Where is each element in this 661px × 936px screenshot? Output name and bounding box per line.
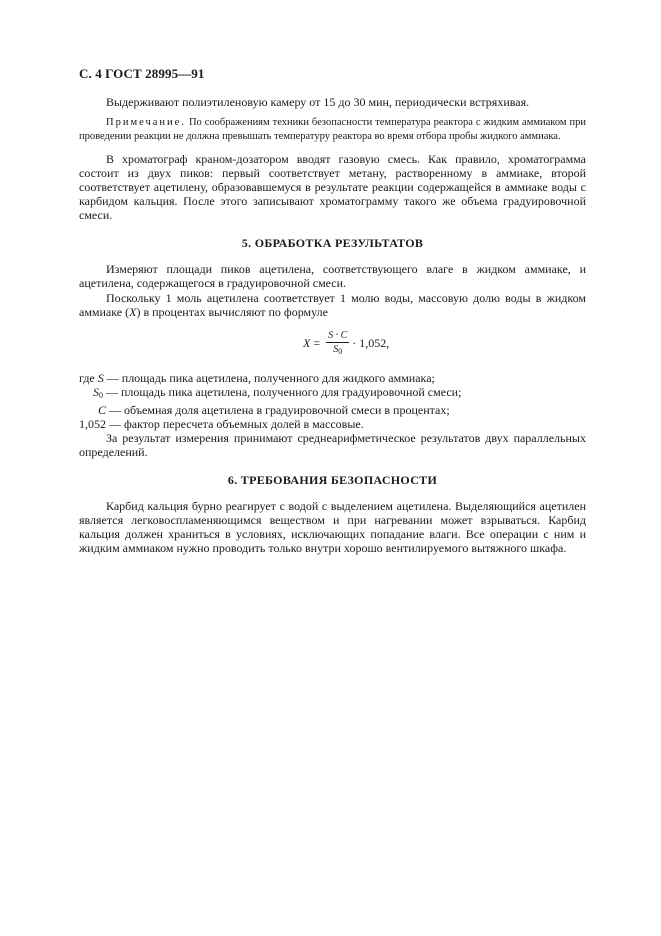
legend-line-s0 [79, 385, 586, 403]
formula-tail: · 1,052, [352, 336, 390, 350]
legend-text: — фактор пересчета объемных долей в массовые. [106, 417, 364, 431]
note-label: Примечание. [106, 117, 186, 128]
formula-intro-text-a: Поскольку 1 моль ацетилена соответствует 1 молю воды, массовую долю воды в жидком аммиаке ( [79, 291, 586, 319]
legend-text: — площадь пика ацетилена, полученного для жидкого аммиака; [103, 371, 435, 385]
legend-prefix: 1,052 [79, 417, 106, 431]
paragraph-measure-peaks: Измеряют площади пиков ацетилена, соответствующего влаге в жидком аммиаке, и ацетилена, содержащегося в градуировочной смеси. [79, 262, 586, 290]
formula [79, 327, 586, 359]
note-text: По соображениям техники безопасности температура реактора с жидким аммиаком при проведении реакции не должна превышать температуру реактора во время отбора пробы жидкого аммиака. [79, 117, 586, 142]
legend-line-factor [79, 417, 586, 431]
formula-intro-text-b: ) в процентах вычисляют по формуле [136, 305, 328, 319]
paragraph-exposure: Выдерживают полиэтиленовую камеру от 15 до 30 мин, периодически встряхивая. [106, 95, 530, 109]
page-header: С. 4 ГОСТ 28995—91 [79, 66, 205, 81]
paragraph-formula-intro [79, 291, 586, 319]
section-6-heading: 6. ТРЕБОВАНИЯ БЕЗОПАСНОСТИ [227, 473, 438, 487]
legend-line-c [79, 403, 586, 417]
formula-intro-var: X [129, 305, 137, 319]
formula-equals: = [310, 336, 324, 350]
safety-note [79, 116, 586, 144]
numerator-text: S · C [328, 329, 348, 341]
formula-denominator [333, 343, 342, 357]
denominator-sub: 0 [338, 346, 343, 356]
denominator-var: S [333, 343, 339, 355]
legend-var: C [98, 403, 107, 417]
legend-var: S [97, 371, 104, 385]
legend-var: S [93, 385, 99, 399]
legend-text: — объемная доля ацетилена в градуировочной смеси в процентах; [106, 403, 450, 417]
legend-text: — площадь пика ацетилена, полученного для градуировочной смеси; [103, 385, 462, 399]
paragraph-safety: Карбид кальция бурно реагирует с водой с выделением ацетилена. Выделяющийся ацетилен является легковоспламеняющимся веществом и при нагревании может взрываться. Карбид кальция должен храниться в условиях, исключающих попадание влаги. Все операции с ним и жидким аммиаком нужно проводить только внутри хорошо вентилируемого вытяжного шкафа. [79, 499, 586, 555]
formula-fraction [326, 330, 349, 357]
legend-sub: 0 [99, 391, 103, 400]
document-body [79, 95, 586, 555]
paragraph-result: За результат измерения принимают среднеарифметическое результатов двух параллельных определений. [79, 431, 586, 459]
section-5-heading: 5. ОБРАБОТКА РЕЗУЛЬТАТОВ [241, 236, 424, 250]
paragraph-chromatograph: В хроматограф краном-дозатором вводят газовую смесь. Как правило, хроматограмма состоит из двух пиков: первый соответствует метану, растворенному в аммиаке, второй соответствует ацетилену, образовавшемуся в результате реакции содержащейся в аммиаке воды с карбидом кальция. После этого записывают хроматограмму такого же объема градуировочной смеси. [79, 152, 586, 222]
legend-line-s [79, 371, 586, 385]
formula-lhs: X [303, 336, 311, 350]
legend-prefix: где [79, 371, 98, 385]
formula-numerator [326, 330, 349, 343]
